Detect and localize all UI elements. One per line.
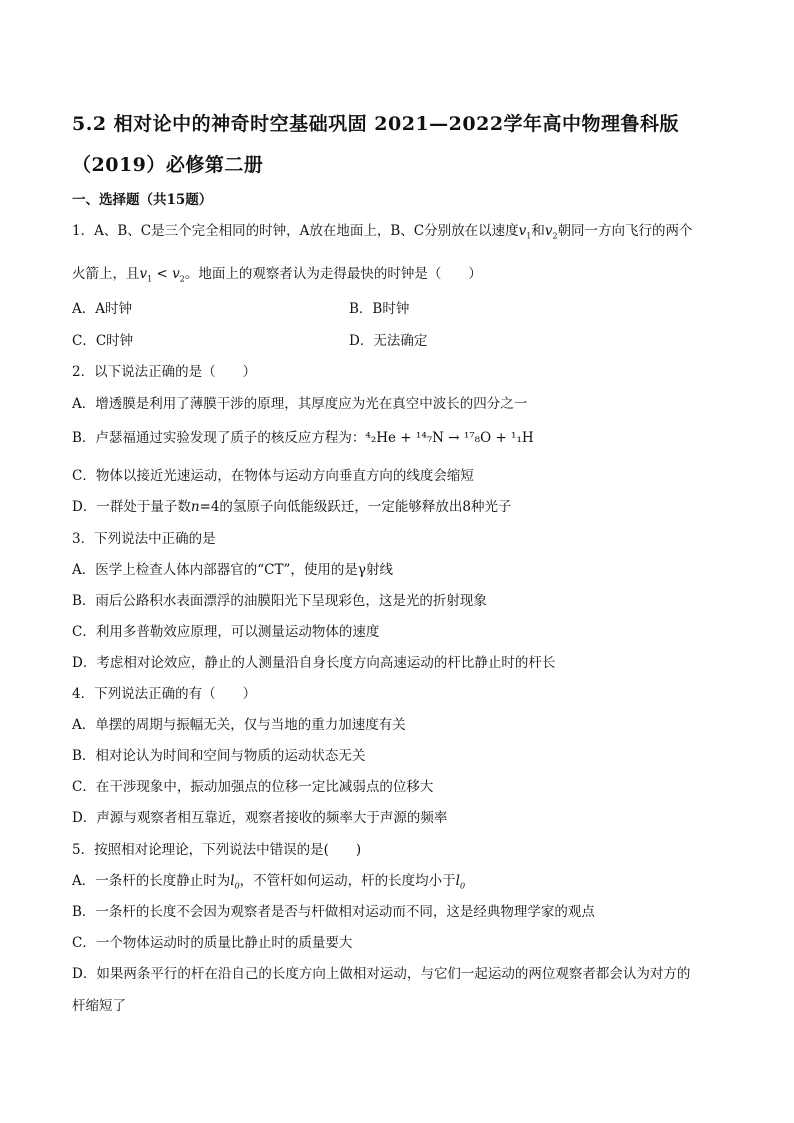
- question-1-option-b[interactable]: B．B时钟: [349, 301, 410, 317]
- question-4-option-a[interactable]: A．单摆的周期与振幅无关，仅与当地的重力加速度有关: [72, 717, 406, 733]
- question-3-stem: 3．下列说法中正确的是: [72, 531, 216, 547]
- question-5-option-a[interactable]: A．一条杆的长度静止时为$l_0$，不管杆如何运动，杆的长度均小于$l_0$: [72, 873, 466, 891]
- question-2-option-b[interactable]: B．卢瑟福通过实验发现了质子的核反应方程为：⁴₂He + ¹⁴₇N → ¹⁷₈O + ¹₁H: [72, 430, 534, 446]
- question-2-option-a[interactable]: A．增透膜是利用了薄膜干涉的原理，其厚度应为光在真空中波长的四分之一: [72, 396, 528, 412]
- question-5-option-d[interactable]: D．如果两条平行的杆在沿自己的长度方向上做相对运动，与它们一起运动的两位观察者都会认为对方的 杆缩短了: [72, 966, 691, 1014]
- question-2-stem: 2．以下说法正确的是（ ）: [72, 364, 257, 380]
- question-5-stem: 5．按照相对论理论，下列说法中错误的是( ): [72, 842, 362, 858]
- question-3-option-a[interactable]: A．医学上检查人体内部器官的“CT”，使用的是γ射线: [72, 562, 393, 578]
- question-4-option-c[interactable]: C．在干涉现象中，振动加强点的位移一定比减弱点的位移大: [72, 779, 434, 795]
- question-3-option-b[interactable]: B．雨后公路积水表面漂浮的油膜阳光下呈现彩色，这是光的折射现象: [72, 593, 487, 609]
- question-4-option-b[interactable]: B．相对论认为时间和空间与物质的运动状态无关: [72, 748, 366, 764]
- question-1-option-c[interactable]: C．C时钟: [72, 333, 134, 349]
- question-1-stem-cont: 火箭上，且$v_1 < v_2$。地面上的观察者认为走得最快的时钟是（ ）: [72, 266, 482, 284]
- question-5-option-b[interactable]: B．一条杆的长度不会因为观察者是否与杆做相对运动而不同，这是经典物理学家的观点: [72, 904, 595, 920]
- question-4-stem: 4．下列说法正确的有（ ）: [72, 686, 257, 702]
- title-line-2: （2019）必修第二册: [72, 154, 264, 176]
- question-4-option-d[interactable]: D．声源与观察者相互靠近，观察者接收的频率大于声源的频率: [72, 810, 448, 826]
- nuclear-equation: ⁴₂He + ¹⁴₇N → ¹⁷₈O + ¹₁H: [365, 430, 534, 446]
- question-2-option-d[interactable]: D．一群处于量子数n=4的氢原子向低能级跃迁，一定能够释放出8种光子: [72, 499, 512, 515]
- question-3-option-c[interactable]: C．利用多普勒效应原理，可以测量运动物体的速度: [72, 624, 380, 640]
- question-3-option-d[interactable]: D．考虑相对论效应，静止的人测量沿自身长度方向高速运动的杆比静止时的杆长: [72, 655, 556, 671]
- question-5-option-c[interactable]: C．一个物体运动时的质量比静止时的质量要大: [72, 935, 353, 951]
- title-line-1: 5.2 相对论中的神奇时空基础巩固 2021—2022学年高中物理鲁科版: [72, 113, 680, 135]
- question-1-option-a[interactable]: A．A时钟: [72, 301, 132, 317]
- question-2-option-c[interactable]: C．物体以接近光速运动，在物体与运动方向垂直方向的线度会缩短: [72, 468, 474, 484]
- document-title: [72, 104, 732, 186]
- question-1-option-d[interactable]: D．无法确定: [349, 333, 428, 349]
- section-heading: 一、选择题（共15题）: [72, 192, 213, 208]
- question-1-stem: 1．A、B、C是三个完全相同的时钟，A放在地面上，B、C分别放在以速度$v_1$和$v_2$朝同一方向飞行的两个: [72, 223, 693, 241]
